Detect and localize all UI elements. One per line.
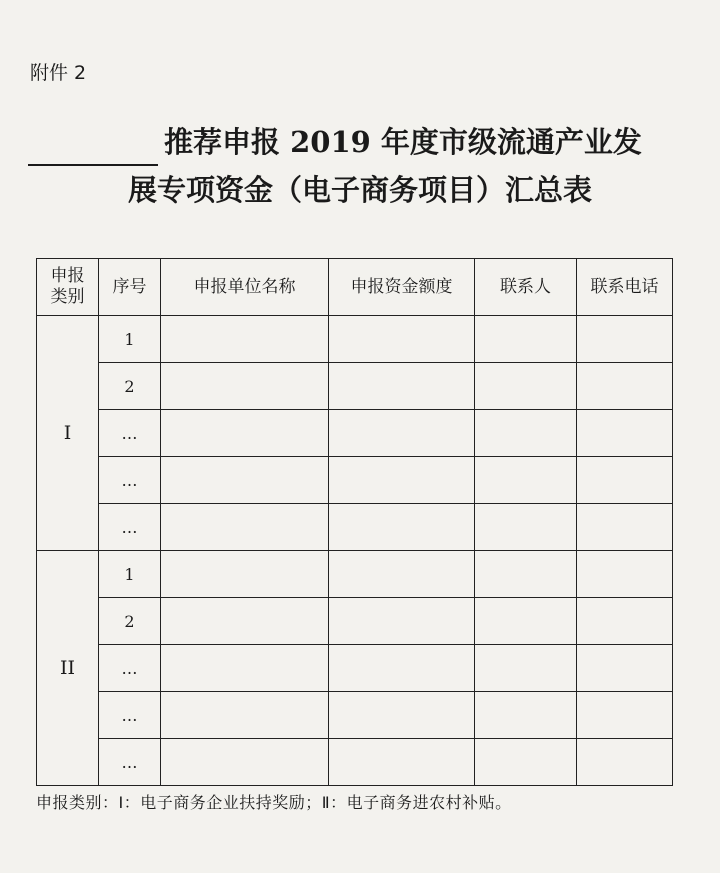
amount-cell[interactable]	[329, 645, 475, 692]
contact-cell[interactable]	[475, 645, 577, 692]
phone-cell[interactable]	[577, 316, 673, 363]
category-cell: II	[37, 551, 99, 786]
amount-cell[interactable]	[329, 692, 475, 739]
seq-cell: 1	[99, 551, 161, 598]
amount-cell[interactable]	[329, 316, 475, 363]
phone-cell[interactable]	[577, 739, 673, 786]
header-amount: 申报资金额度	[329, 259, 475, 316]
header-category: 申报 类别	[37, 259, 99, 316]
contact-cell[interactable]	[475, 504, 577, 551]
phone-cell[interactable]	[577, 598, 673, 645]
contact-cell[interactable]	[475, 739, 577, 786]
contact-cell[interactable]	[475, 457, 577, 504]
contact-cell[interactable]	[475, 316, 577, 363]
amount-cell[interactable]	[329, 598, 475, 645]
header-phone: 联系电话	[577, 259, 673, 316]
header-unit-name: 申报单位名称	[161, 259, 329, 316]
category-cell: I	[37, 316, 99, 551]
table-row	[37, 316, 673, 363]
phone-cell[interactable]	[577, 410, 673, 457]
table-row	[37, 410, 673, 457]
amount-cell[interactable]	[329, 410, 475, 457]
unit-name-cell[interactable]	[161, 551, 329, 598]
table-row	[37, 504, 673, 551]
table-row	[37, 692, 673, 739]
phone-cell[interactable]	[577, 645, 673, 692]
contact-cell[interactable]	[475, 692, 577, 739]
unit-name-cell[interactable]	[161, 645, 329, 692]
seq-cell: 2	[99, 598, 161, 645]
unit-name-cell[interactable]	[161, 316, 329, 363]
contact-cell[interactable]	[475, 598, 577, 645]
seq-cell: …	[99, 410, 161, 457]
title-line-1: 推荐申报 2019 年度市级流通产业发	[164, 125, 642, 159]
table-row	[37, 645, 673, 692]
phone-cell[interactable]	[577, 457, 673, 504]
amount-cell[interactable]	[329, 551, 475, 598]
table-row	[37, 363, 673, 410]
table-row	[37, 739, 673, 786]
phone-cell[interactable]	[577, 551, 673, 598]
seq-cell: …	[99, 504, 161, 551]
amount-cell[interactable]	[329, 504, 475, 551]
amount-cell[interactable]	[329, 457, 475, 504]
unit-name-cell[interactable]	[161, 739, 329, 786]
summary-table	[36, 258, 673, 786]
unit-name-cell[interactable]	[161, 410, 329, 457]
unit-name-cell[interactable]	[161, 457, 329, 504]
attachment-label: 附件 2	[30, 62, 87, 84]
header-seq: 序号	[99, 259, 161, 316]
seq-cell: 1	[99, 316, 161, 363]
contact-cell[interactable]	[475, 363, 577, 410]
phone-cell[interactable]	[577, 504, 673, 551]
header-contact: 联系人	[475, 259, 577, 316]
table-row	[37, 598, 673, 645]
contact-cell[interactable]	[475, 410, 577, 457]
seq-cell: …	[99, 645, 161, 692]
phone-cell[interactable]	[577, 692, 673, 739]
amount-cell[interactable]	[329, 363, 475, 410]
contact-cell[interactable]	[475, 551, 577, 598]
title-line-2: 展专项资金（电子商务项目）汇总表	[127, 173, 592, 207]
unit-name-cell[interactable]	[161, 363, 329, 410]
category-note: 申报类别：Ⅰ：电子商务企业扶持奖励；Ⅱ：电子商务进农村补贴。	[36, 793, 512, 812]
unit-name-cell[interactable]	[161, 598, 329, 645]
unit-name-cell[interactable]	[161, 504, 329, 551]
table-row	[37, 457, 673, 504]
seq-cell: …	[99, 692, 161, 739]
seq-cell: 2	[99, 363, 161, 410]
table-row	[37, 551, 673, 598]
table-header-row	[37, 259, 673, 316]
phone-cell[interactable]	[577, 363, 673, 410]
seq-cell: …	[99, 457, 161, 504]
seq-cell: …	[99, 739, 161, 786]
unit-name-cell[interactable]	[161, 692, 329, 739]
title-blank-line	[28, 130, 158, 166]
amount-cell[interactable]	[329, 739, 475, 786]
